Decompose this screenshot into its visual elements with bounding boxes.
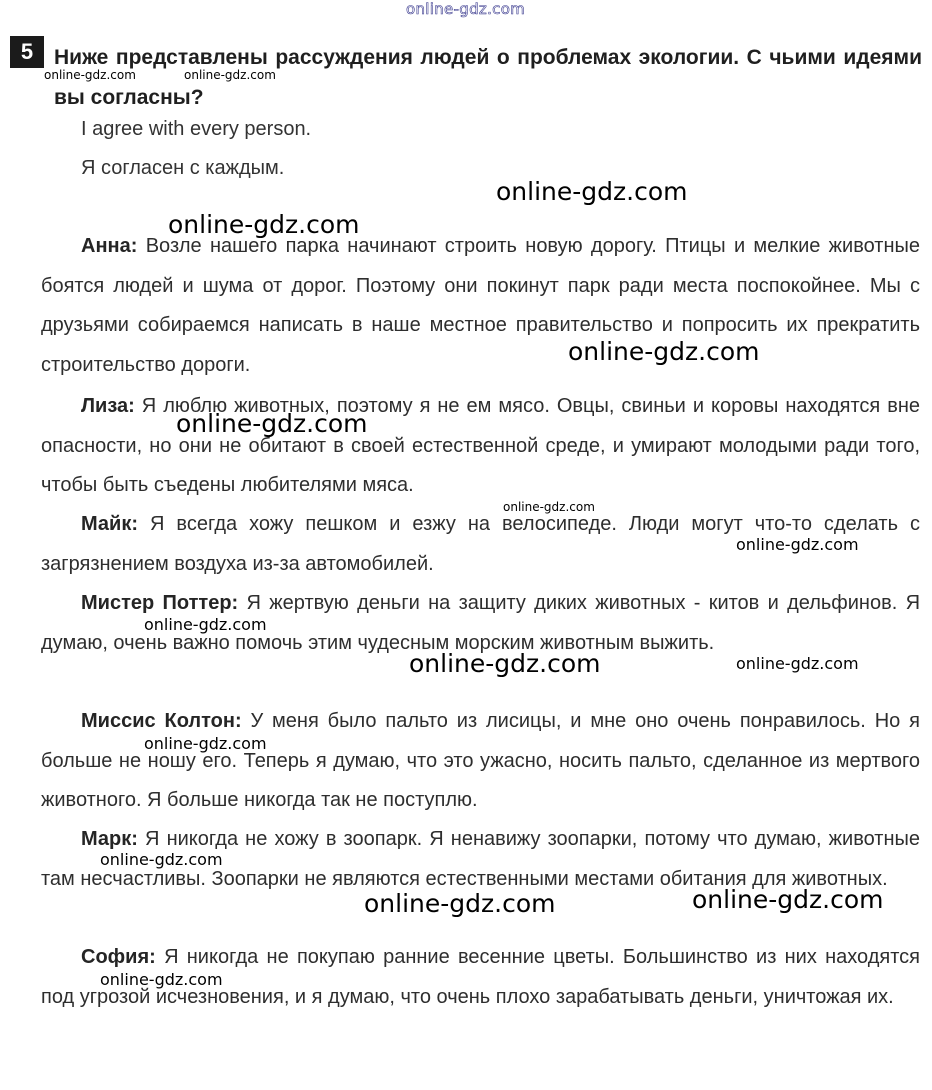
watermark: online-gdz.com: [176, 409, 368, 438]
paragraph-mrs-colton: [41, 702, 920, 821]
watermark: online-gdz.com: [364, 889, 556, 918]
paragraph-text: Я никогда не хожу в зоопарк. Я ненавижу зоопарки, потому что думаю, животные там несчастливы. Зоопарки не являются естественными местами обитания для животных.: [41, 828, 921, 890]
watermark: online-gdz.com: [168, 210, 360, 239]
answer-english: I agree with every person.: [81, 118, 312, 140]
watermark: online-gdz.com: [144, 615, 267, 634]
paragraph-text: Я люблю животных, поэтому я не ем мясо. Овцы, свиньи и коровы находятся вне опасности, но они не обитают в своей естественной среде, и умирают молодыми ради того, чтобы быть съедены любителями мяса.: [41, 395, 920, 496]
watermark: online-gdz.com: [144, 734, 267, 753]
paragraph-text: Я всегда хожу пешком и езжу на велосипеде. Люди могут что-то сделать с загрязнением воздуха из-за автомобилей.: [41, 513, 920, 575]
speaker-name: Майк:: [81, 513, 138, 535]
watermark: online-gdz.com: [409, 649, 601, 678]
watermark-top: online-gdz.com: [406, 0, 526, 18]
watermark: online-gdz.com: [736, 654, 859, 673]
watermark: online-gdz.com: [100, 970, 223, 989]
watermark: online-gdz.com: [503, 500, 595, 514]
paragraph-text: Я никогда не покупаю ранние весенние цветы. Большинство из них находятся под угрозой исчезновения, и я думаю, что очень плохо зарабатывать деньги, уничтожая их.: [41, 946, 920, 1008]
watermark: online-gdz.com: [692, 885, 884, 914]
watermark: online-gdz.com: [736, 535, 859, 554]
watermark: online-gdz.com: [100, 850, 223, 869]
speaker-name: Мистер Поттер:: [81, 592, 239, 614]
watermark: online-gdz.com: [496, 177, 688, 206]
paragraph-anna: [41, 227, 920, 385]
answer-russian: Я согласен с каждым.: [81, 157, 285, 179]
task-title: Ниже представлены рассуждения людей о проблемах экологии. С чьими идеями вы согласны?: [54, 46, 922, 109]
speaker-name: Миссис Колтон:: [81, 710, 242, 732]
watermark: online-gdz.com: [44, 68, 136, 82]
speaker-name: Анна:: [81, 235, 138, 257]
speaker-name: София:: [81, 946, 156, 968]
paragraph-text: Возле нашего парка начинают строить новую дорогу. Птицы и мелкие животные боятся людей и шума от дорог. Поэтому они покинут парк ради места поспокойнее. Мы с друзьями собираемся написать в наше местное правительство и попросить их прекратить строительство дороги.: [41, 235, 921, 376]
watermark: online-gdz.com: [184, 68, 276, 82]
paragraph-text: У меня было пальто из лисицы, и мне оно очень понравилось. Но я больше не ношу его. Теперь я думаю, что это ужасно, носить пальто, сделанное из мертвого животного. Я больше никогда так не поступлю.: [41, 710, 920, 811]
task-number-badge: 5: [10, 36, 44, 68]
paragraph-text: Я жертвую деньги на защиту диких животных - китов и дельфинов. Я думаю, очень важно помочь этим чудесным морским животным выжить.: [41, 592, 921, 654]
speaker-name: Марк:: [81, 828, 138, 850]
speaker-name: Лиза:: [81, 395, 135, 417]
watermark: online-gdz.com: [568, 337, 760, 366]
paragraph-liza: [41, 387, 920, 506]
